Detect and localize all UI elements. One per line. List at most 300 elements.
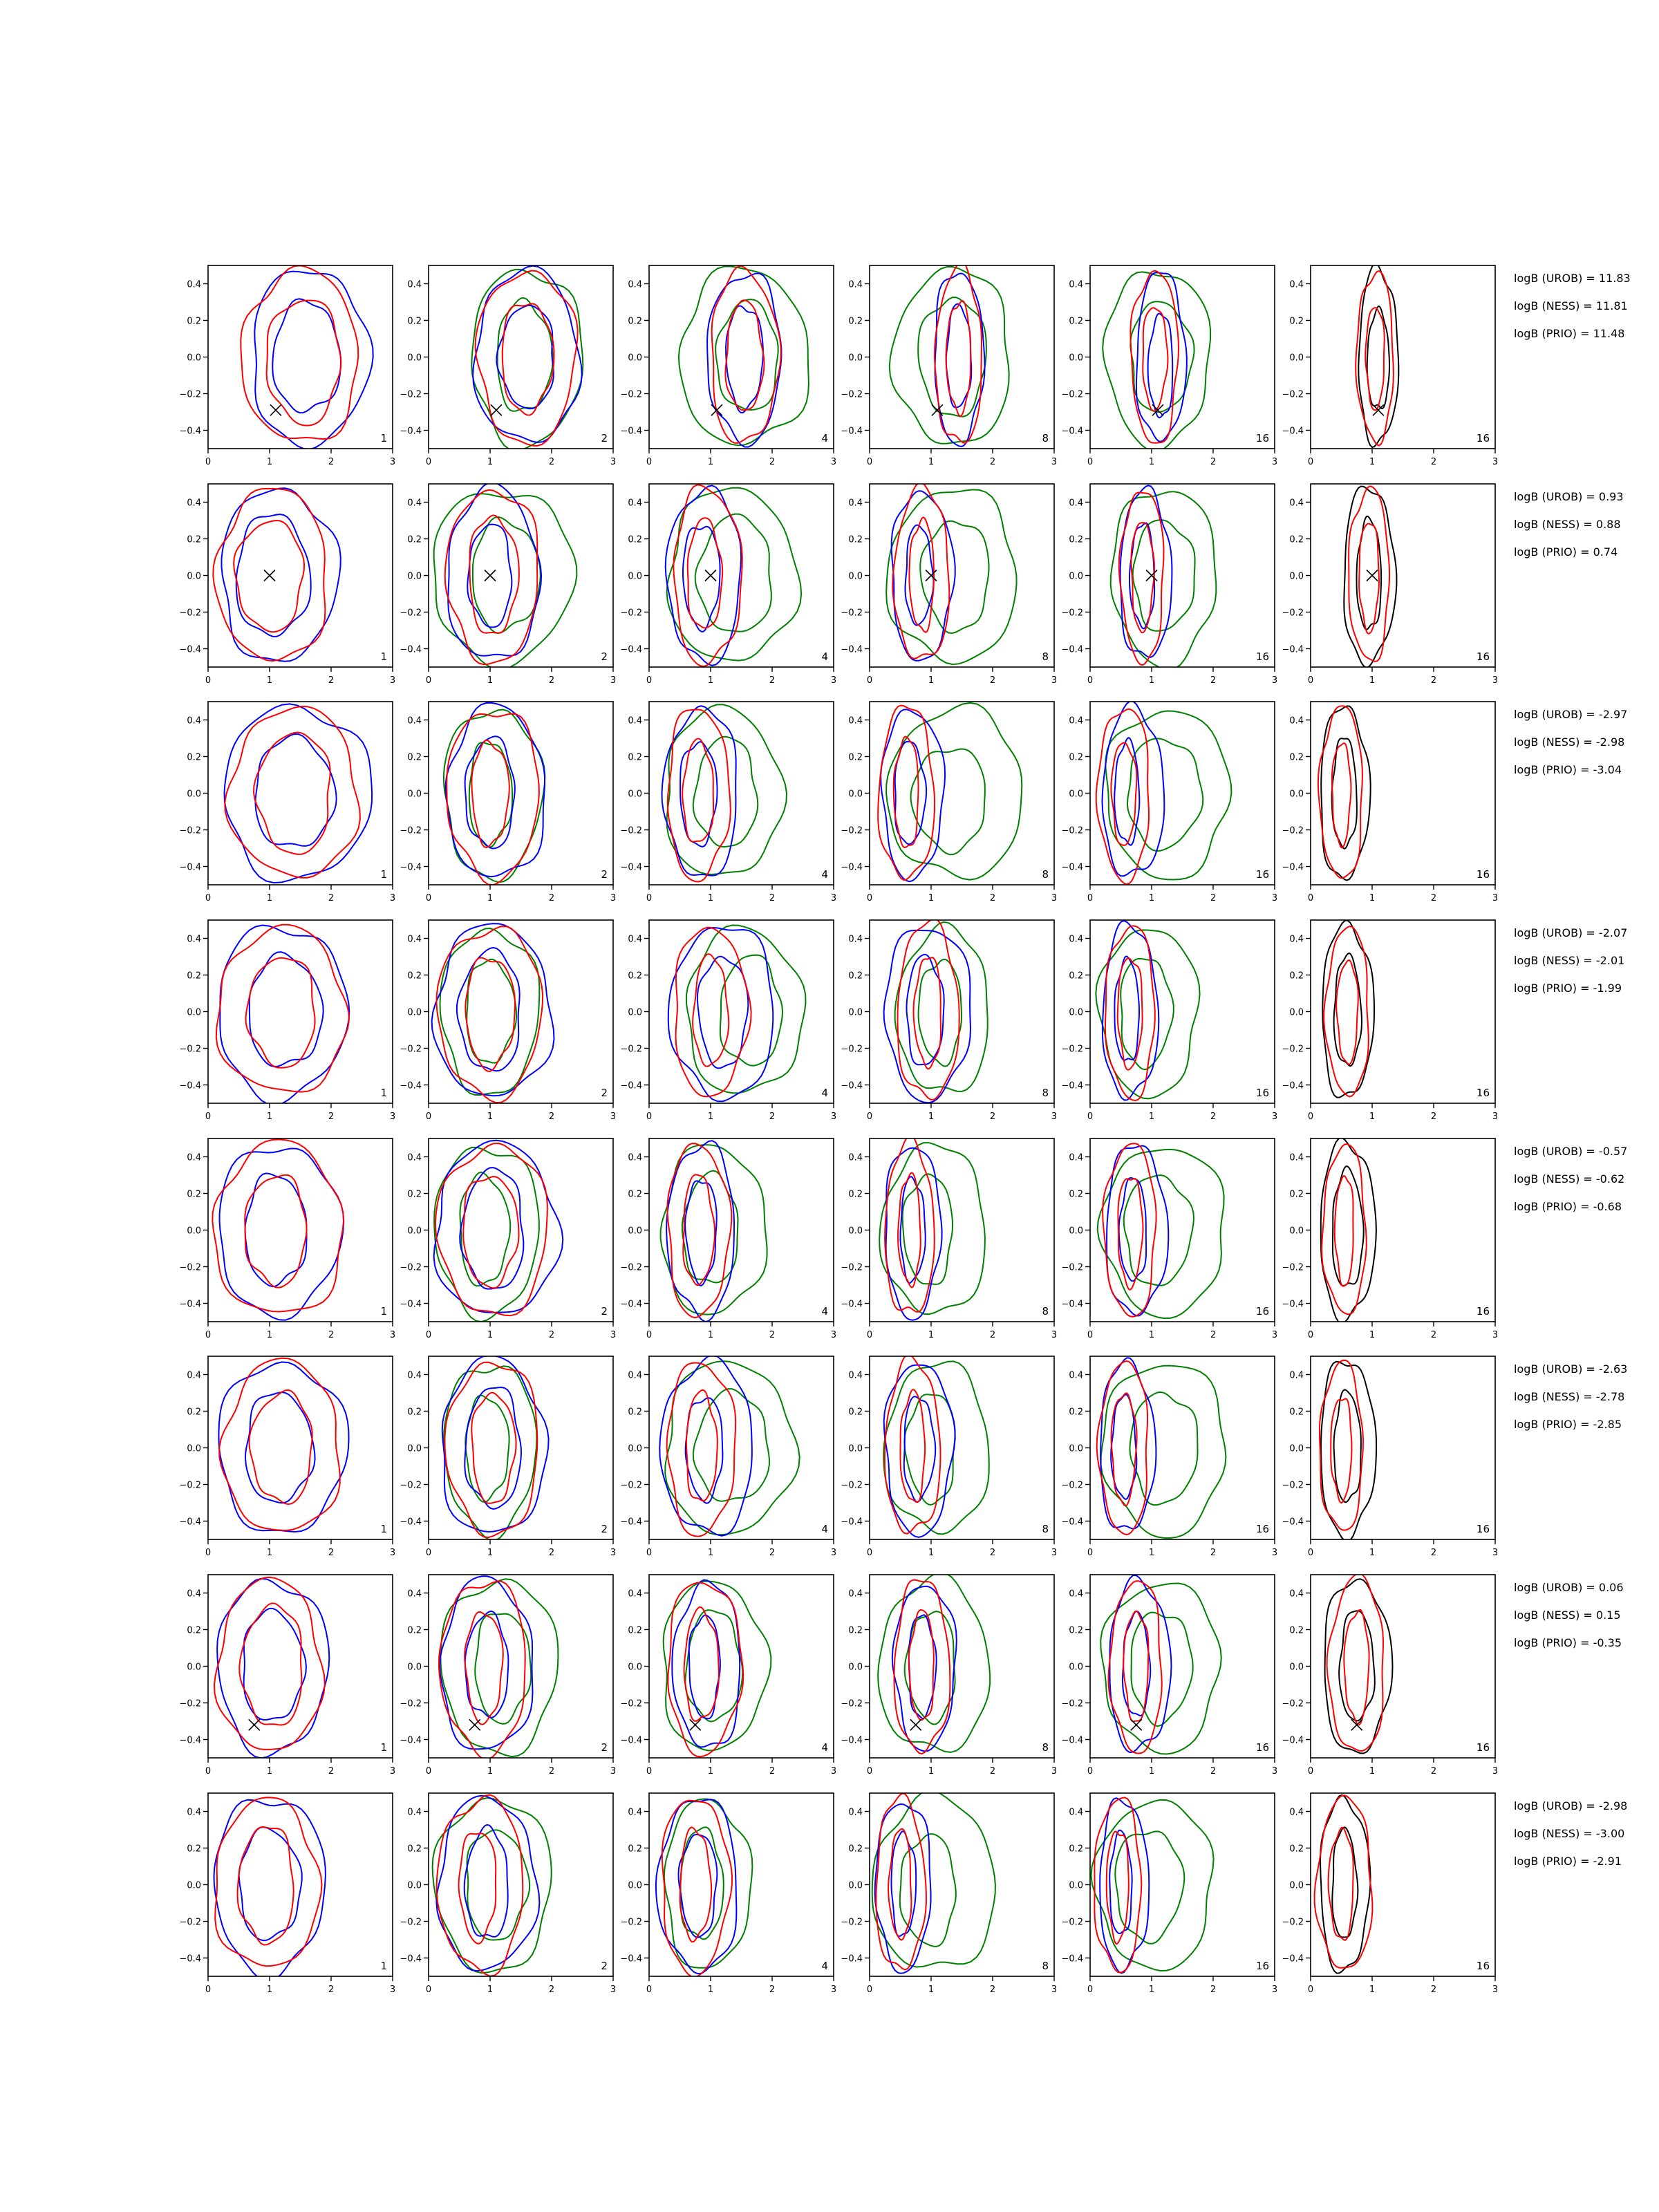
- x-tick-label: 2: [989, 1766, 996, 1777]
- contour-group: [439, 1576, 559, 1759]
- x-tick-label: 2: [1210, 1985, 1217, 1995]
- x-tick-label: 2: [769, 675, 776, 686]
- x-tick-label: 2: [328, 893, 335, 903]
- x-tick-label: 0: [1307, 893, 1314, 903]
- x-tick-label: 2: [328, 675, 335, 686]
- x-tick-label: 3: [830, 1330, 837, 1340]
- contour-group: [878, 1573, 990, 1754]
- x-tick-label: 2: [1210, 1766, 1217, 1777]
- y-tick-label: −0.4: [841, 1953, 863, 1965]
- x-tick-label: 2: [989, 457, 996, 467]
- contour-group: [1096, 921, 1199, 1100]
- y-tick-label: 0.2: [848, 316, 863, 327]
- y-tick-label: −0.2: [841, 389, 863, 400]
- y-tick-label: 0.2: [187, 752, 201, 763]
- x-tick-label: 0: [1307, 1548, 1314, 1558]
- contour-group: [225, 704, 373, 883]
- y-tick-label: 0.4: [1069, 498, 1083, 509]
- y-tick-label: 0.2: [407, 1189, 422, 1200]
- bayes-factor-text: logB (UROB) = 11.83: [1514, 272, 1631, 285]
- x-tick-label: 3: [1492, 1766, 1499, 1777]
- panel-r6-c4: [841, 1355, 1057, 1558]
- x-tick-label: 0: [1087, 1766, 1094, 1777]
- y-tick-label: −0.4: [620, 1735, 642, 1746]
- true-value-marker: [910, 1719, 921, 1730]
- x-tick-label: 2: [989, 1548, 996, 1558]
- y-tick-label: 0.0: [187, 1880, 201, 1891]
- x-tick-label: 3: [610, 1766, 617, 1777]
- x-tick-label: 3: [830, 1985, 837, 1995]
- axes-frame: [870, 1575, 1054, 1758]
- panel-r6-c6: [1282, 1356, 1498, 1558]
- x-tick-label: 3: [830, 675, 837, 686]
- x-tick-label: 0: [425, 1330, 432, 1340]
- y-tick-label: 0.0: [848, 1662, 863, 1673]
- x-tick-label: 2: [548, 675, 555, 686]
- panel-r7-c5: [1061, 1575, 1277, 1777]
- x-tick-label: 0: [866, 457, 873, 467]
- contour-blue-1: [220, 926, 349, 1106]
- x-tick-label: 1: [487, 1330, 494, 1340]
- x-tick-label: 2: [1430, 1112, 1437, 1122]
- contour-group: [433, 1795, 552, 1976]
- x-tick-label: 1: [928, 1548, 935, 1558]
- y-tick-label: 0.2: [1289, 1844, 1304, 1855]
- y-tick-label: −0.4: [620, 426, 642, 437]
- bayes-factor-text: logB (UROB) = -2.07: [1514, 926, 1628, 939]
- x-tick-label: 1: [1369, 1112, 1376, 1122]
- y-tick-label: 0.4: [1069, 279, 1083, 290]
- axes-frame: [1311, 1138, 1495, 1322]
- contour-blue-4: [685, 1181, 717, 1286]
- y-tick-label: 0.2: [187, 1844, 201, 1855]
- panel-label: 16: [1476, 1305, 1490, 1318]
- y-tick-label: −0.4: [841, 426, 863, 437]
- panel-label: 16: [1476, 650, 1490, 663]
- y-tick-label: −0.4: [400, 644, 422, 655]
- contour-group: [659, 1356, 799, 1537]
- x-tick-label: 2: [548, 1766, 555, 1777]
- y-tick-label: −0.2: [841, 1698, 863, 1709]
- y-tick-label: −0.4: [1061, 644, 1083, 655]
- y-tick-label: 0.2: [1289, 971, 1304, 982]
- contour-red-3: [1356, 271, 1394, 446]
- x-tick-label: 1: [707, 1112, 714, 1122]
- contour-group: [879, 1135, 985, 1320]
- y-tick-label: −0.4: [1061, 1080, 1083, 1091]
- contour-green-1: [444, 1366, 537, 1540]
- y-tick-label: 0.0: [848, 571, 863, 582]
- y-tick-label: 0.4: [628, 1152, 642, 1163]
- x-tick-label: 3: [610, 1985, 617, 1995]
- x-tick-label: 0: [866, 1766, 873, 1777]
- contour-blue-2: [244, 1609, 306, 1720]
- contour-group: [661, 1141, 767, 1322]
- y-tick-label: −0.4: [179, 426, 201, 437]
- x-tick-label: 0: [205, 1548, 212, 1558]
- panel-r2-c2: [400, 482, 616, 686]
- contour-blue-4: [457, 948, 520, 1071]
- panel-label: 2: [601, 1741, 608, 1754]
- x-tick-label: 1: [707, 1766, 714, 1777]
- y-tick-label: −0.2: [620, 389, 642, 400]
- contour-red-5: [1103, 1143, 1156, 1317]
- axes-frame: [429, 702, 613, 885]
- x-tick-label: 3: [1271, 675, 1278, 686]
- contour-blue-3: [881, 709, 945, 881]
- y-tick-label: 0.0: [187, 789, 201, 800]
- y-tick-label: 0.0: [1069, 1443, 1083, 1454]
- x-tick-label: 1: [266, 1548, 273, 1558]
- contour-blue-4: [465, 1825, 508, 1937]
- axes-frame: [649, 1793, 834, 1976]
- x-tick-label: 0: [1087, 675, 1094, 686]
- x-tick-label: 2: [1210, 457, 1217, 467]
- axes-frame: [870, 702, 1054, 885]
- panel-label: 16: [1255, 1741, 1269, 1754]
- contour-black-2: [1334, 1390, 1361, 1503]
- y-tick-label: −0.2: [841, 1044, 863, 1055]
- x-tick-label: 1: [707, 1985, 714, 1995]
- panel-label: 4: [821, 1087, 828, 1099]
- contour-blue-3: [662, 706, 736, 876]
- y-tick-label: 0.2: [1069, 1625, 1083, 1636]
- contour-group: [434, 482, 577, 669]
- x-tick-label: 2: [328, 1766, 335, 1777]
- y-tick-label: 0.2: [628, 752, 642, 763]
- y-tick-label: 0.4: [187, 715, 201, 727]
- y-tick-label: 0.0: [1069, 789, 1083, 800]
- panel-label: 16: [1255, 868, 1269, 881]
- y-tick-label: 0.4: [848, 498, 863, 509]
- axes-frame: [208, 265, 393, 449]
- y-tick-label: 0.4: [1289, 934, 1304, 945]
- y-tick-label: 0.2: [1289, 1625, 1304, 1636]
- y-tick-label: −0.4: [400, 1299, 422, 1310]
- y-tick-label: 0.4: [1289, 1370, 1304, 1381]
- y-tick-label: 0.4: [1289, 1588, 1304, 1600]
- y-tick-label: 0.4: [848, 934, 863, 945]
- x-tick-label: 3: [1051, 1985, 1058, 1995]
- y-tick-label: 0.0: [1289, 1662, 1304, 1673]
- y-tick-label: −0.2: [1061, 608, 1083, 619]
- panel-label: 1: [380, 432, 387, 444]
- y-tick-label: −0.2: [841, 1917, 863, 1928]
- x-tick-label: 3: [389, 1330, 396, 1340]
- y-tick-label: 0.0: [848, 353, 863, 364]
- contour-green-1: [1106, 711, 1232, 880]
- panel-r5-c2: [400, 1138, 616, 1340]
- x-tick-label: 3: [389, 457, 396, 467]
- x-tick-label: 1: [928, 1112, 935, 1122]
- y-tick-label: 0.2: [628, 1625, 642, 1636]
- contour-red-3: [1315, 1795, 1373, 1968]
- contour-green-2: [1124, 1175, 1194, 1286]
- contour-green-1: [1101, 1366, 1226, 1538]
- x-tick-label: 2: [1430, 1985, 1437, 1995]
- bayes-factor-text: logB (PRIO) = -3.04: [1514, 763, 1622, 776]
- contour-red-6: [898, 1173, 921, 1288]
- panel-label: 2: [601, 868, 608, 881]
- panel-r2-c5: [1061, 484, 1277, 686]
- y-tick-label: 0.0: [1069, 1880, 1083, 1891]
- y-tick-label: 0.0: [187, 1443, 201, 1454]
- bayes-factor-text: logB (NESS) = 0.15: [1514, 1609, 1621, 1622]
- panel-label: 16: [1476, 1741, 1490, 1754]
- x-tick-label: 2: [1210, 675, 1217, 686]
- y-tick-label: −0.2: [179, 1698, 201, 1709]
- x-tick-label: 1: [928, 457, 935, 467]
- contour-group: [442, 1356, 549, 1540]
- contour-red-5: [437, 1795, 523, 1976]
- y-tick-label: −0.4: [179, 1735, 201, 1746]
- contour-group: [883, 1355, 989, 1537]
- x-tick-label: 2: [1210, 1548, 1217, 1558]
- contour-green-1: [679, 267, 809, 446]
- contour-blue-3: [886, 1148, 942, 1320]
- y-tick-label: −0.2: [179, 825, 201, 836]
- y-tick-label: 0.2: [407, 971, 422, 982]
- x-tick-label: 0: [866, 1330, 873, 1340]
- y-tick-label: −0.2: [1061, 1917, 1083, 1928]
- x-tick-label: 0: [866, 1112, 873, 1122]
- panel-r7-c4: [841, 1573, 1057, 1777]
- contour-red-5: [668, 1583, 743, 1757]
- contour-group: [1096, 702, 1232, 885]
- contour-red-6: [503, 303, 554, 415]
- y-tick-label: −0.2: [620, 1698, 642, 1709]
- y-tick-label: −0.4: [400, 862, 422, 873]
- x-tick-label: 3: [1271, 1985, 1278, 1995]
- x-tick-label: 0: [1307, 675, 1314, 686]
- panel-r7-c2: [400, 1575, 616, 1777]
- y-tick-label: 0.0: [1069, 571, 1083, 582]
- panel-r1-c1: [179, 265, 395, 467]
- y-tick-label: −0.4: [841, 1517, 863, 1528]
- y-tick-label: 0.4: [407, 498, 422, 509]
- y-tick-label: −0.4: [1061, 426, 1083, 437]
- y-tick-label: −0.2: [400, 1480, 422, 1491]
- panel-label: 8: [1042, 868, 1049, 881]
- axes-frame: [1090, 265, 1275, 449]
- panel-label: 16: [1476, 868, 1490, 881]
- bayes-factor-text: logB (NESS) = -0.62: [1514, 1172, 1625, 1185]
- contour-black-2: [1367, 306, 1389, 409]
- contour-group: [886, 482, 1016, 664]
- y-tick-label: 0.2: [1289, 316, 1304, 327]
- bayes-factor-text: logB (PRIO) = -2.91: [1514, 1855, 1622, 1868]
- x-tick-label: 3: [830, 1548, 837, 1558]
- y-tick-label: 0.4: [187, 1807, 201, 1818]
- x-tick-label: 0: [866, 893, 873, 903]
- contour-red-5: [447, 714, 539, 885]
- y-tick-label: 0.2: [187, 1407, 201, 1418]
- y-tick-label: 0.0: [848, 1880, 863, 1891]
- x-tick-label: 1: [928, 893, 935, 903]
- y-tick-label: −0.4: [179, 862, 201, 873]
- x-tick-label: 0: [646, 675, 653, 686]
- x-tick-label: 0: [205, 1112, 212, 1122]
- y-tick-label: 0.0: [628, 1226, 642, 1237]
- x-tick-label: 0: [425, 1766, 432, 1777]
- y-tick-label: 0.2: [1069, 971, 1083, 982]
- y-tick-label: −0.4: [620, 1953, 642, 1965]
- axes-frame: [1311, 702, 1495, 885]
- panel-label: 16: [1476, 1960, 1490, 1972]
- x-tick-label: 1: [707, 1330, 714, 1340]
- x-tick-label: 1: [266, 893, 273, 903]
- panel-r4-c3: [620, 920, 836, 1122]
- x-tick-label: 3: [830, 893, 837, 903]
- y-tick-label: −0.2: [841, 825, 863, 836]
- y-tick-label: 0.2: [407, 1625, 422, 1636]
- contour-blue-3: [446, 703, 545, 877]
- axes-frame: [208, 702, 393, 885]
- axes-frame: [649, 1575, 834, 1758]
- panel-label: 8: [1042, 1741, 1049, 1754]
- bayes-factor-text: logB (UROB) = -2.98: [1514, 1799, 1628, 1812]
- x-tick-label: 0: [1307, 1985, 1314, 1995]
- panel-r3-c1: [179, 702, 395, 903]
- y-tick-label: 0.4: [1069, 1807, 1083, 1818]
- panel-r3-c6: [1282, 702, 1498, 903]
- y-tick-label: 0.0: [1289, 1007, 1304, 1018]
- panel-r7-c6: [1282, 1573, 1498, 1777]
- panel-r2-c4: [841, 482, 1057, 686]
- panel-label: 4: [821, 1523, 828, 1535]
- x-tick-label: 3: [1492, 893, 1499, 903]
- y-tick-label: 0.0: [187, 1226, 201, 1237]
- x-tick-label: 1: [707, 457, 714, 467]
- contour-group: [1321, 1138, 1376, 1324]
- true-value-marker: [932, 404, 943, 415]
- axes-frame: [1311, 1575, 1495, 1758]
- x-tick-label: 0: [866, 1985, 873, 1995]
- contour-group: [216, 925, 350, 1105]
- contour-green-1: [879, 1143, 985, 1314]
- y-tick-label: 0.2: [1289, 1189, 1304, 1200]
- y-tick-label: −0.4: [620, 644, 642, 655]
- contour-red-5: [1109, 1581, 1162, 1753]
- contour-group: [214, 1577, 329, 1759]
- panel-r4-c4: [841, 919, 1057, 1122]
- contour-blue-2: [236, 514, 311, 637]
- panel-label: 1: [380, 1087, 387, 1099]
- x-tick-label: 1: [487, 457, 494, 467]
- y-tick-label: −0.2: [179, 608, 201, 619]
- contour-group: [1356, 263, 1398, 447]
- contour-group: [1098, 1143, 1224, 1318]
- contour-green-2: [693, 1389, 769, 1501]
- contour-red-6: [686, 1390, 718, 1501]
- bayes-factor-text: logB (UROB) = 0.06: [1514, 1581, 1624, 1594]
- contour-green-2: [900, 1834, 956, 1947]
- axes-frame: [429, 265, 613, 449]
- x-tick-label: 1: [707, 1548, 714, 1558]
- bayes-factor-text: logB (PRIO) = -0.35: [1514, 1636, 1622, 1649]
- x-tick-label: 1: [1369, 1548, 1376, 1558]
- bayes-factor-text: logB (UROB) = -0.57: [1514, 1145, 1628, 1158]
- y-tick-label: 0.4: [628, 279, 642, 290]
- x-tick-label: 1: [1148, 1112, 1155, 1122]
- x-tick-label: 1: [928, 1766, 935, 1777]
- panel-label: 1: [380, 1305, 387, 1318]
- contour-blue-3: [436, 1796, 539, 1971]
- true-value-marker: [705, 570, 716, 581]
- y-tick-label: −0.2: [620, 608, 642, 619]
- y-tick-label: −0.2: [1061, 1044, 1083, 1055]
- panel-r1-c3: [620, 265, 836, 467]
- x-tick-label: 3: [1271, 1330, 1278, 1340]
- x-tick-label: 3: [610, 893, 617, 903]
- y-tick-label: −0.2: [1282, 1044, 1304, 1055]
- x-tick-label: 2: [769, 457, 776, 467]
- y-tick-label: −0.2: [179, 1044, 201, 1055]
- x-tick-label: 3: [1051, 457, 1058, 467]
- contour-green-1: [886, 703, 1022, 880]
- y-tick-label: 0.4: [848, 715, 863, 727]
- true-value-marker: [1146, 570, 1157, 581]
- bayes-factor-text: logB (NESS) = -2.98: [1514, 735, 1625, 749]
- x-tick-label: 1: [1148, 457, 1155, 467]
- x-tick-label: 1: [1369, 457, 1376, 467]
- contour-group: [890, 261, 1009, 447]
- x-tick-label: 2: [1430, 1766, 1437, 1777]
- y-tick-label: 0.0: [1289, 789, 1304, 800]
- y-tick-label: −0.2: [1061, 825, 1083, 836]
- contour-red-5: [1105, 926, 1155, 1100]
- contour-red-6: [465, 958, 515, 1071]
- x-tick-label: 1: [266, 675, 273, 686]
- y-tick-label: −0.4: [1061, 862, 1083, 873]
- x-tick-label: 1: [1148, 1548, 1155, 1558]
- y-tick-label: −0.2: [1282, 1917, 1304, 1928]
- x-tick-label: 2: [989, 1985, 996, 1995]
- contour-group: [1315, 1795, 1373, 1974]
- y-tick-label: −0.2: [1061, 1262, 1083, 1273]
- panel-label: 2: [601, 650, 608, 663]
- contour-group: [212, 1139, 344, 1320]
- contour-group: [471, 266, 583, 451]
- contour-green-2: [1121, 959, 1174, 1069]
- panel-label: 2: [601, 1960, 608, 1972]
- contour-green-1: [1103, 272, 1210, 451]
- contour-blue-3: [672, 1580, 740, 1747]
- contour-group: [1320, 1360, 1376, 1542]
- contour-red-6: [471, 740, 509, 847]
- y-tick-label: −0.4: [179, 1080, 201, 1091]
- y-tick-label: −0.4: [841, 1080, 863, 1091]
- panel-label: 4: [821, 1305, 828, 1318]
- panel-label: 16: [1255, 1960, 1269, 1972]
- y-tick-label: 0.2: [187, 316, 201, 327]
- panel-r2-c1: [179, 484, 395, 686]
- x-tick-label: 0: [1307, 1766, 1314, 1777]
- x-tick-label: 1: [928, 1330, 935, 1340]
- contour-group: [1100, 1575, 1221, 1754]
- x-tick-label: 2: [328, 1112, 335, 1122]
- contour-blue-1: [225, 704, 373, 883]
- panel-label: 4: [821, 650, 828, 663]
- x-tick-label: 1: [928, 675, 935, 686]
- panel-label: 8: [1042, 650, 1049, 663]
- bayes-factor-text: logB (NESS) = -3.00: [1514, 1827, 1625, 1840]
- panel-label: 1: [380, 868, 387, 881]
- contour-red-4: [246, 958, 315, 1068]
- x-tick-label: 3: [1492, 1112, 1499, 1122]
- y-tick-label: 0.4: [187, 1152, 201, 1163]
- x-tick-label: 0: [646, 893, 653, 903]
